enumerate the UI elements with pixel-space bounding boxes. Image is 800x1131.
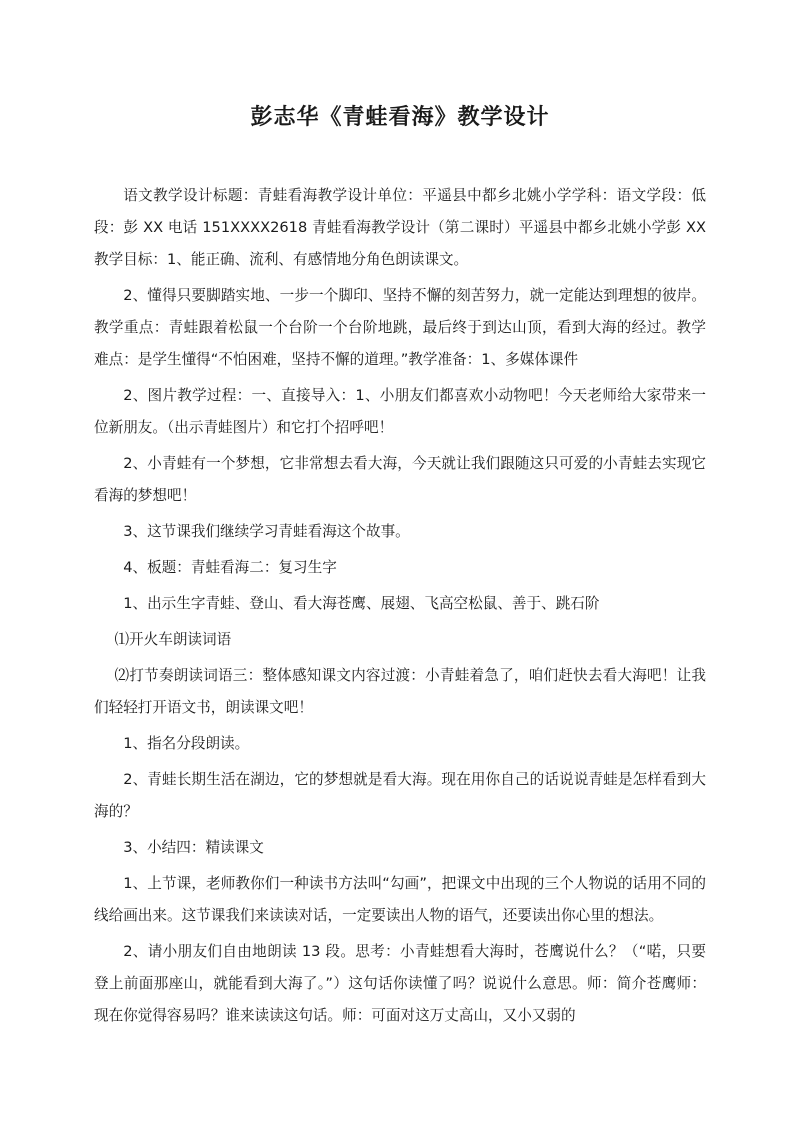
paragraph: 2、请小朋友们自由地朗读 13 段。思考：小青蛙想看大海时，苍鹰说什么？（“喏，只要登上前面那座山，就能看到大海了。”）这句话你读懂了吗？说说什么意思。师：简介苍鹰师：现在你觉得容易吗？谁来读读这句话。师：可面对这万丈高山，又小又弱的 bbox=[94, 943, 706, 1024]
paragraph: ⑴开火车朗读词语 bbox=[114, 631, 232, 648]
paragraph: 2、青蛙长期生活在湖边，它的梦想就是看大海。现在用你自己的话说说青蛙是怎样看到大海的？ bbox=[94, 771, 706, 820]
document-title: 彭志华《青蛙看海》教学设计 bbox=[250, 105, 550, 130]
paragraph: 4、板题：青蛙看海二：复习生字 bbox=[123, 559, 337, 576]
paragraph: 3、小结四：精读课文 bbox=[123, 839, 264, 856]
paragraph: 1、上节课，老师教你们一种读书方法叫“勾画”，把课文中出现的三个人物说的话用不同的线给画出来。这节课我们来读读对话，一定要读出人物的语气，还要读出你心里的想法。 bbox=[94, 875, 706, 924]
paragraph: 1、指名分段朗读。 bbox=[123, 735, 250, 752]
paragraph: 语文教学设计标题：青蛙看海教学设计单位：平遥县中都乡北姚小学学科：语文学段：低段：彭 XX 电话 151XXXX2618 青蛙看海教学设计（第二课时）平遥县中都乡北姚小学彭 XX 教学目标：1、能正确、流利、有感情地分角色朗读课文。 bbox=[94, 187, 706, 268]
paragraph: ⑵打节奏朗读词语三：整体感知课文内容过渡：小青蛙着急了，咱们赶快去看大海吧！让我们轻轻打开语文书，朗读课文吧！ bbox=[94, 667, 706, 716]
document-body bbox=[94, 180, 706, 1036]
paragraph: 2、小青蛙有一个梦想，它非常想去看大海，今天就让我们跟随这只可爱的小青蛙去实现它看海的梦想吧！ bbox=[94, 455, 706, 504]
paragraph: 2、懂得只要脚踏实地、一步一个脚印、坚持不懈的刻苦努力，就一定能达到理想的彼岸。教学重点：青蛙跟着松鼠一个台阶一个台阶地跳，最后终于到达山顶，看到大海的经过。教学难点：是学生懂得“不怕困难，坚持不懈的道理。”教学准备：1、多媒体课件 bbox=[94, 287, 706, 368]
paragraph: 2、图片教学过程：一、直接导入：1、小朋友们都喜欢小动物吧！今天老师给大家带来一位新朋友。（出示青蛙图片）和它打个招呼吧！ bbox=[94, 387, 706, 436]
paragraph: 1、出示生字青蛙、登山、看大海苍鹰、展翅、飞高空松鼠、善于、跳石阶 bbox=[123, 595, 600, 612]
paragraph: 3、这节课我们继续学习青蛙看海这个故事。 bbox=[123, 523, 410, 540]
